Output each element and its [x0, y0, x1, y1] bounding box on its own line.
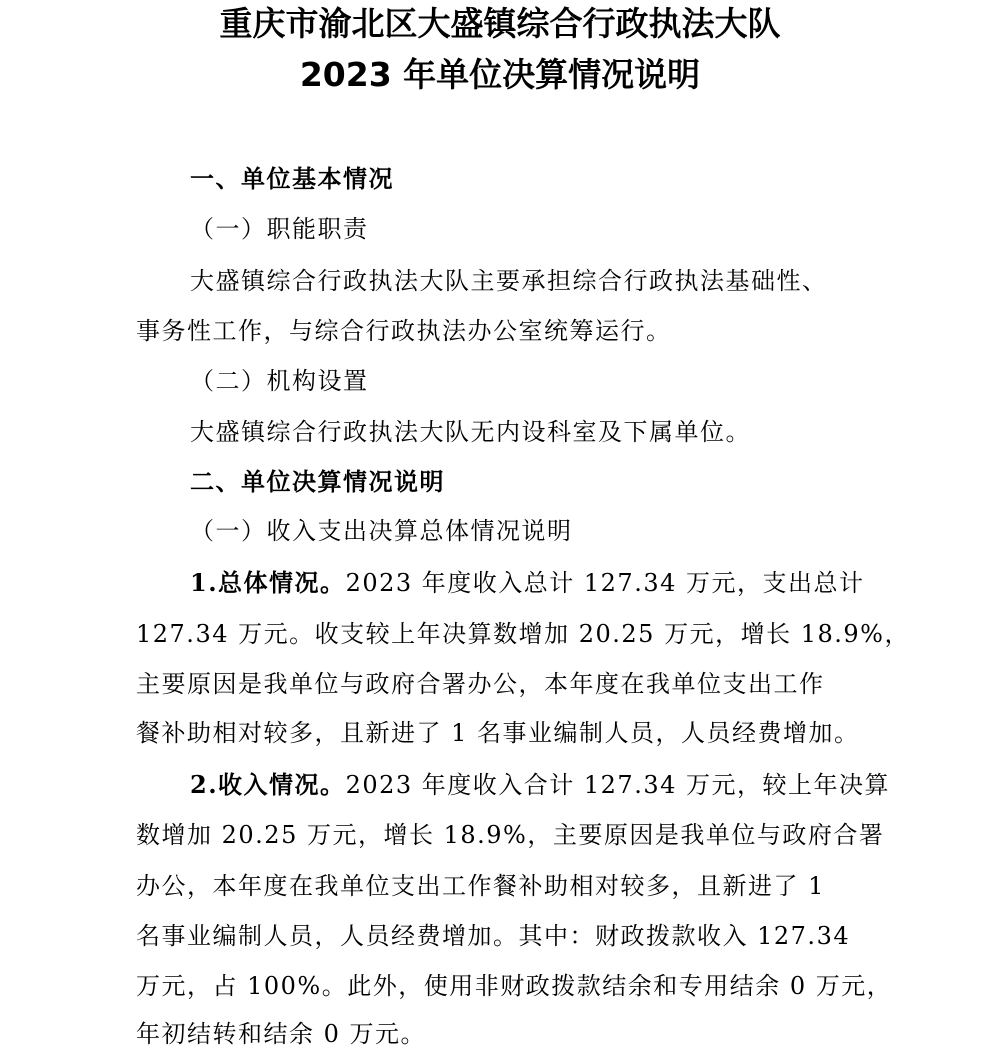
section1-sub2-text: 大盛镇综合行政执法大队无内设科室及下属单位。: [190, 418, 751, 446]
paragraph-overall-lead: 1.总体情况。: [190, 568, 346, 597]
paragraph-overall-line2: 127.34 万元。收支较上年决算数增加 20.25 万元，增长 18.9%，: [136, 620, 910, 648]
paragraph-income-line3: 办公，本年度在我单位支出工作餐补助相对较多，且新进了 1: [136, 872, 825, 900]
paragraph-overall-line1-rest: 2023 年度收入总计 127.34 万元，支出总计: [345, 569, 865, 597]
section2-heading: 二、单位决算情况说明: [190, 468, 445, 496]
document-title-line1: 重庆市渝北区大盛镇综合行政执法大队: [219, 4, 781, 43]
paragraph-income-line5: 万元，占 100%。此外，使用非财政拨款结余和专用结余 0 万元，: [136, 972, 893, 1000]
section1-sub2-heading: （二）机构设置: [190, 367, 369, 395]
section1-sub1-text-line1: 大盛镇综合行政执法大队主要承担综合行政执法基础性、: [190, 267, 828, 295]
paragraph-income-line2: 数增加 20.25 万元，增长 18.9%，主要原因是我单位与政府合署: [136, 821, 885, 849]
paragraph-income-line4: 名事业编制人员，人员经费增加。其中：财政拨款收入 127.34: [136, 922, 851, 950]
section1-sub1-text-line2: 事务性工作，与综合行政执法办公室统筹运行。: [136, 317, 672, 345]
paragraph-overall-line1: [190, 568, 865, 598]
paragraph-overall-line4: 餐补助相对较多，且新进了 1 名事业编制人员，人员经费增加。: [136, 719, 860, 747]
paragraph-overall-line3: 主要原因是我单位与政府合署办公，本年度在我单位支出工作: [136, 670, 825, 698]
section2-sub1-heading: （一）收入支出决算总体情况说明: [190, 517, 573, 545]
section1-sub1-heading: （一）职能职责: [190, 215, 369, 243]
paragraph-income-line6: 年初结转和结余 0 万元。: [136, 1020, 427, 1048]
paragraph-income-line1-rest: 2023 年度收入合计 127.34 万元，较上年决算: [345, 771, 891, 799]
paragraph-income-line1: [190, 770, 890, 800]
section1-heading: 一、单位基本情况: [190, 165, 394, 193]
document-title-line2: 2023 年单位决算情况说明: [299, 55, 701, 94]
paragraph-income-lead: 2.收入情况。: [190, 770, 346, 799]
